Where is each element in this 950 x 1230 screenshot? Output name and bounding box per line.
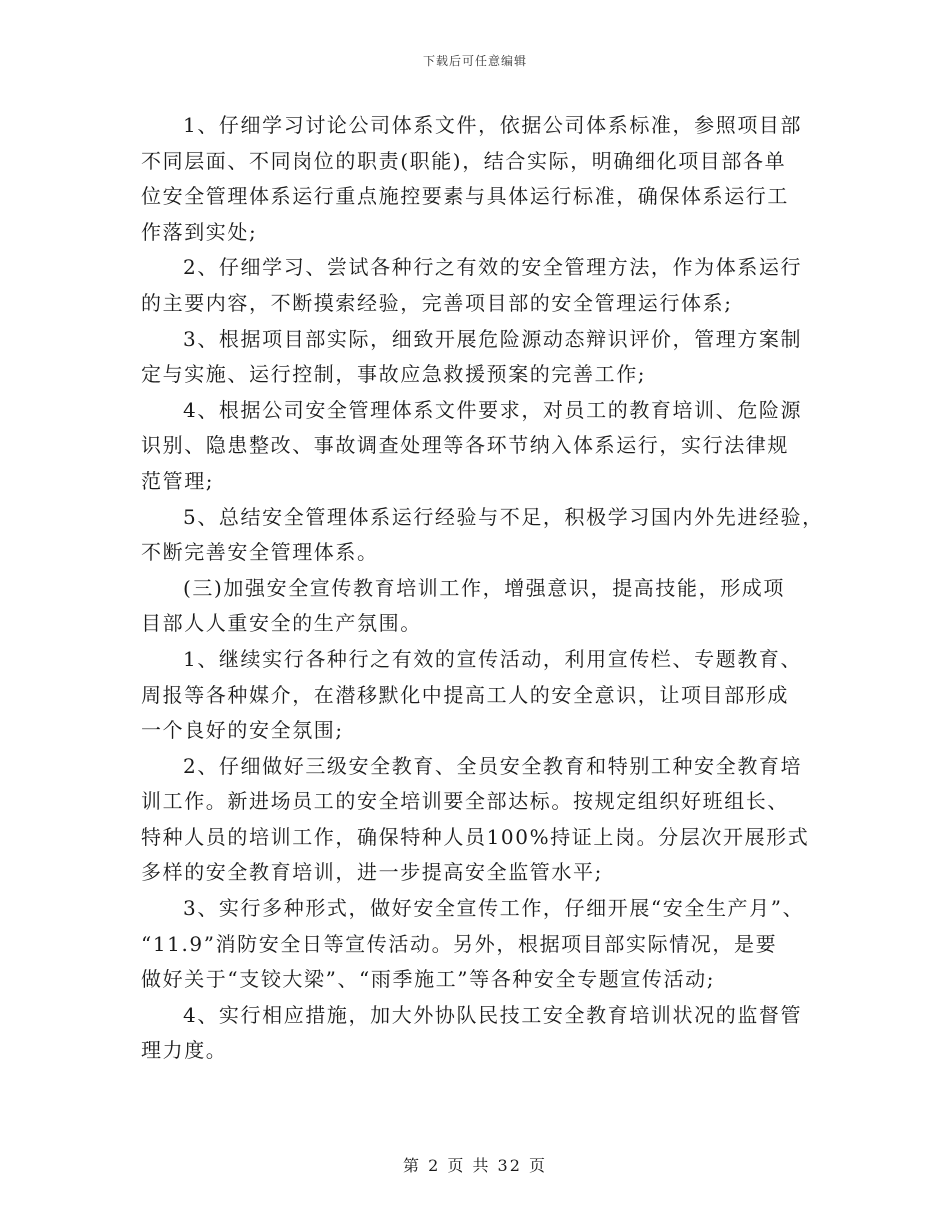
document-body: [141, 108, 831, 1069]
text-line: 4、根据公司安全管理体系文件要求，对员工的教育培训、危险源: [183, 397, 803, 422]
page-footer: 第 2 页 共 32 页: [403, 1156, 547, 1175]
text-line: 范管理;: [141, 468, 215, 493]
text-line: 特种人员的培训工作，确保特种人员100%持证上岗。分层次开展形式: [141, 824, 810, 849]
text-line: 周报等各种媒介，在潜移默化中提高工人的安全意识，让项目部形成: [141, 682, 789, 707]
text-line: 3、实行多种形式，做好安全宣传工作，仔细开展“安全生产月”、: [183, 896, 805, 921]
text-line: 理力度。: [141, 1038, 228, 1063]
text-line: “11.9”消防安全日等宣传活动。另外，根据项目部实际情况，是要: [141, 931, 778, 956]
text-line: 2、仔细学习、尝试各种行之有效的安全管理方法，作为体系运行: [183, 255, 803, 280]
text-line: (三)加强安全宣传教育培训工作，增强意识，提高技能，形成项: [183, 575, 786, 600]
text-line: 定与实施、运行控制，事故应急救援预案的完善工作;: [141, 362, 647, 387]
text-line: 一个良好的安全氛围;: [141, 718, 344, 743]
text-line: 1、仔细学习讨论公司体系文件，依据公司体系标准，参照项目部: [183, 113, 803, 137]
page-header: 下载后可任意编辑: [422, 54, 527, 68]
text-line: 不同层面、不同岗位的职责(职能)，结合实际，明确细化项目部各单: [141, 148, 787, 173]
text-line: 目部人人重安全的生产氛围。: [141, 611, 422, 636]
text-line: 2、仔细做好三级安全教育、全员安全教育和特别工种安全教育培: [183, 753, 803, 778]
text-line: 作落到实处;: [141, 219, 258, 244]
text-line: 4、实行相应措施，加大外协队民技工安全教育培训状况的监督管: [183, 1002, 803, 1027]
text-line: 位安全管理体系运行重点施控要素与具体运行标准，确保体系运行工: [141, 184, 789, 209]
text-line: 多样的安全教育培训，进一步提高安全监管水平;: [141, 860, 603, 885]
text-line: 3、根据项目部实际，细致开展危险源动态辩识评价，管理方案制: [183, 326, 803, 351]
text-line: 做好关于“支铰大梁”、“雨季施工”等各种安全专题宣传活动;: [141, 967, 716, 992]
text-line: 不断完善安全管理体系。: [141, 540, 379, 565]
text-line: 5、总结安全管理体系运行经验与不足，积极学习国内外先进经验，: [183, 504, 824, 529]
text-line: 识别、隐患整改、事故调查处理等各环节纳入体系运行，实行法律规: [141, 433, 789, 458]
text-line: 的主要内容，不断摸索经验，完善项目部的安全管理运行体系;: [141, 290, 733, 315]
text-line: 训工作。新进场员工的安全培训要全部达标。按规定组织好班组长、: [141, 789, 789, 814]
text-line: 1、继续实行各种行之有效的宣传活动，利用宣传栏、专题教育、: [183, 646, 803, 671]
